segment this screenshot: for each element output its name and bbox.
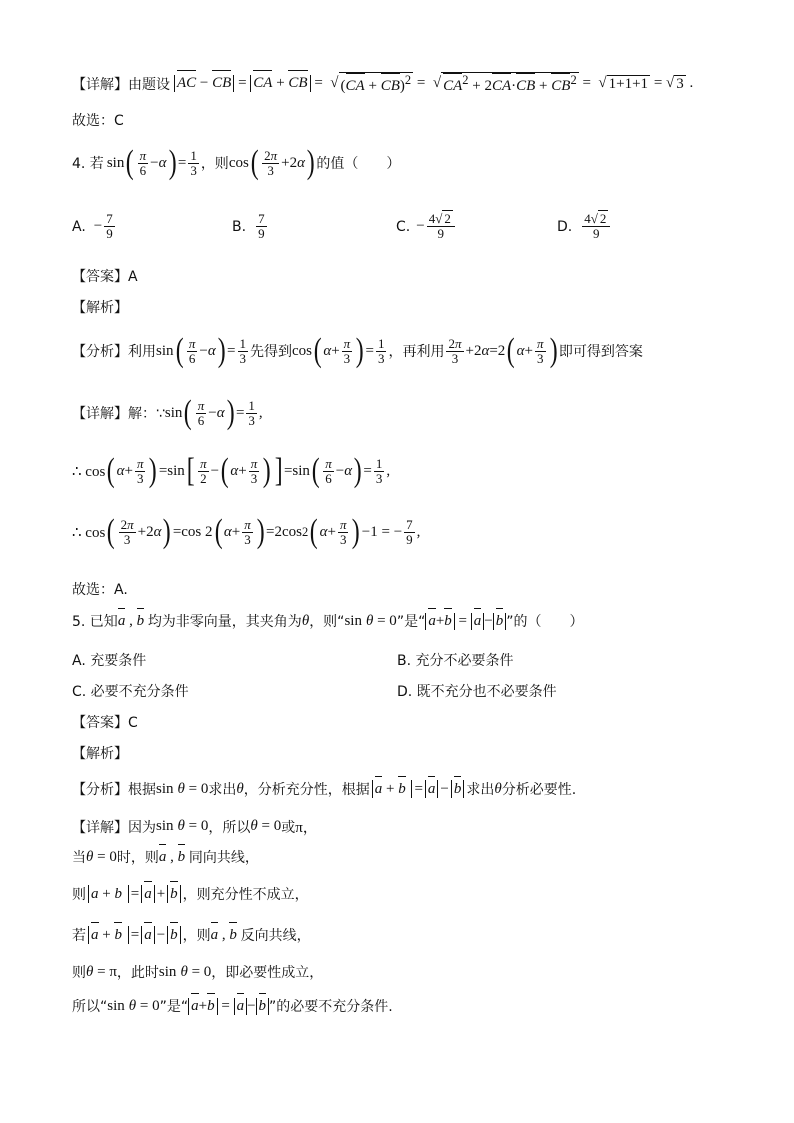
q4-fenxi-mid2: ，再利用 [388,344,445,360]
q4-detail-math-2: ∴ cos ( α + $\frac{\pi}{3}$ ) =sin [ $\frac{\pi}{2}$ − ( α + $\frac{\pi}{3}$ ) ] =sin ( $\frac{\pi}{6}$ − α ) = $\frac{1}{3}$ , [72,452,391,489]
q5-d1-c: 或 [281,819,296,836]
q5-d6-c: ”的必要不充分条件. [269,999,393,1015]
q4-condition-math: sin ( $\frac{\pi}{6}$ − α ) = $\frac{1}{3}$ [106,144,197,181]
prev-detail-math: AC − CB = CA + CB = √ (CA + CB)$^2$ = √ $CA^2 + 2CA\cdot CB + CB^2$ = √ 1+1+1 = √ 3 . [174,72,693,95]
q5-fenxi-math-1: sin θ = 0 [156,780,209,797]
q5-d3-math: a + b = a + b [86,885,183,903]
q4-option-b-label: B. [232,218,247,235]
q4-detail-line-1 [72,394,263,431]
q4-detail-math-1: sin ( $\frac{\pi}{6}$ − α ) = $\frac{1}{3}$ , [164,394,263,431]
q5-detail-line-4 [72,925,311,945]
q5-d1-math-3: π， [295,820,318,836]
q4-option-c-math: − $\frac{4√ 2}{9}$ [416,212,457,241]
q5-d4-a: 若 [72,928,86,944]
q5-option-a[interactable]: A. 充要条件 [72,653,147,669]
q5-stem-3: ，则“ [309,614,345,630]
q5-d1-math-1: sin θ = 0 [156,818,209,834]
q4-fenxi-line [72,332,643,369]
q4-answer: 【答案】A [72,269,138,285]
q4-option-a-label: A. [72,218,86,235]
q4-option-a[interactable] [72,212,117,241]
q4-option-b-math: $\frac{7}{9}$ [258,211,265,241]
q5-fenxi-3: ，分析充分性，根据 [243,782,370,798]
q4-value-text: 的值（ ） [316,156,401,172]
q5-fenxi-line [72,779,576,799]
q5-stem-5: ”的（ ） [506,614,584,630]
q4-fenxi-math-2: cos ( α + $\frac{\pi}{3}$ ) = $\frac{1}{3}$ [292,332,385,369]
q5-detail-line-6 [72,996,393,1016]
q5-answer: 【答案】C [72,715,138,731]
q5-option-b[interactable]: B. 充分不必要条件 [397,653,514,669]
q5-fenxi-2: 求出 [208,782,237,798]
q5-fenxi-1: 【分析】根据 [72,782,156,798]
q5-d4-c: 反向共线， [240,928,311,944]
q5-d5-math-2: sin θ = 0 [158,963,212,980]
q4-option-b[interactable] [232,212,269,241]
q5-d5-b: ，此时 [116,965,159,981]
q4-fenxi-label: 【分析】利用 [72,344,156,360]
q5-d5-math-1: θ = π [86,963,117,980]
q4-detail-line-3 [72,513,421,550]
prev-detail-label: 【详解】由题设 [72,76,170,93]
q4-fenxi-math-1: sin ( $\frac{\pi}{6}$ − α ) = $\frac{1}{3}$ [156,332,246,369]
q4-option-d-math: $\frac{4√ 2}{9}$ [580,212,612,241]
q5-d6-a: 所以“ [72,999,108,1015]
q5-detail-line-3 [72,884,309,904]
q5-fenxi-theta-2: θ [494,780,502,797]
q5-theta: θ [301,612,310,629]
q5-d3-a: 则 [72,887,86,903]
q4-fenxi-end: 即可得到答案 [558,344,643,360]
q5-stem-line [72,611,584,631]
q5-d1-math-2: θ = 0 [250,818,282,834]
q5-d6-math-1: sin θ = 0 [107,997,160,1014]
q5-option-c[interactable]: C. 必要不充分条件 [72,684,189,700]
q4-then: ，则 [200,156,229,172]
q5-detail-line-1 [72,816,318,837]
q5-stem-4: ”是“ [396,614,426,630]
q5-cond-math: sin θ = 0 [344,612,397,629]
q5-abs-math: a + b = a − b [425,613,506,630]
q5-number: 5. 已知 [72,614,118,630]
q4-option-c-label: C. [396,218,411,235]
q5-fenxi-5: 分析必要性. [501,782,577,798]
q4-number: 4. 若 [72,156,104,172]
q5-d6-math-2: a + b = a − b [188,998,269,1015]
q5-analysis-heading: 【解析】 [72,746,128,762]
q5-d5-a: 则 [72,965,86,981]
q5-d5-c: ，即必要性成立， [211,965,324,981]
q5-d1-b: ，所以 [208,819,251,836]
q4-detail-label: 【详解】解：∵ [72,406,165,422]
prev-detail-line [72,72,693,95]
q5-fenxi-math-2: a + b = a − b [370,780,467,798]
q5-d1-a: 【详解】因为 [72,819,156,836]
q5-detail-line-2 [72,847,259,867]
q4-detail-math-3: ∴ cos ( $\frac{2\pi}{3}$ +2 α ) =cos 2 ( α + $\frac{\pi}{3}$ ) =2cos 2 ( α + $\frac{\pi}{3}$ ) −1 = − $\frac{7}{9}$ , [72,513,421,550]
q4-option-d[interactable] [557,212,612,241]
q4-fenxi-math-3: $\frac{2\pi}{3}$ +2 α =2 ( α + $\frac{\pi}{3}$ ) [448,332,558,369]
q4-analysis-heading: 【解析】 [72,300,128,316]
q5-d2-a: 当 [72,850,86,866]
q5-fenxi-4: 求出 [466,782,495,798]
q4-stem-line [72,144,401,181]
q4-choose: 故选：A. [72,582,128,598]
q4-detail-line-2 [72,452,391,489]
q5-d2-math-2: a , b [158,848,186,865]
q5-d2-c: 同向共线， [188,850,259,866]
q4-option-d-label: D. [557,218,573,235]
q5-d2-b: 时，则 [116,850,159,866]
q5-detail-line-5 [72,962,323,982]
q5-d4-math-1: a + b = a − b [86,926,183,944]
q5-vectors-math: a , b [117,612,145,629]
prev-choose-line: 故选：C [72,113,124,129]
q5-d4-math-2: a , b [210,926,237,943]
q5-d6-b: ”是“ [159,999,189,1015]
q5-option-d[interactable]: D. 既不充分也不必要条件 [397,684,557,700]
q5-stem-2: 均为非零向量，其夹角为 [147,614,302,630]
q5-d2-math-1: θ = 0 [86,848,117,865]
q4-fenxi-mid: 先得到 [250,344,292,360]
q5-fenxi-theta-1: θ [236,780,244,797]
q5-d3-b: ，则充分性不成立， [182,887,309,903]
q4-option-c[interactable] [396,212,457,241]
q4-target-math: cos ( $\frac{2\pi}{3}$ +2 α ) [228,144,315,181]
q5-d4-b: ，则 [182,928,211,944]
q4-option-a-math: − $\frac{7}{9}$ [93,211,113,241]
